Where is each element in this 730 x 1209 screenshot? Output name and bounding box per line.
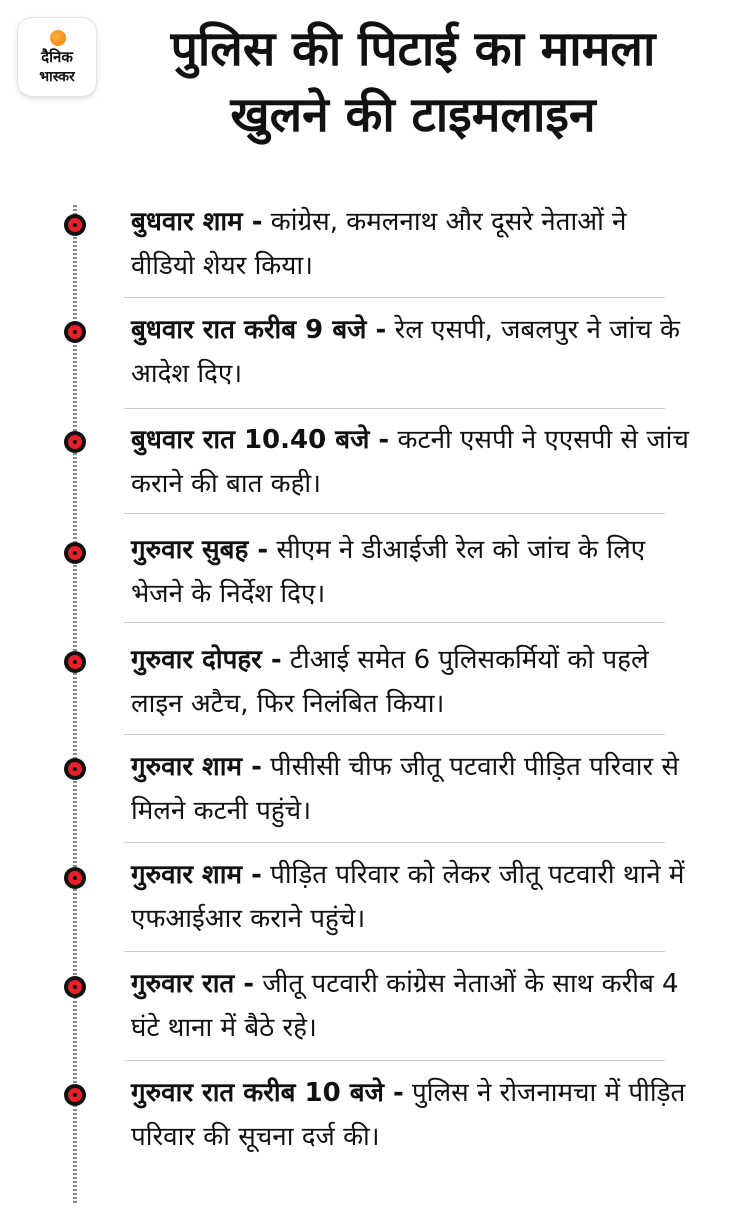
sun-icon — [50, 30, 66, 46]
timeline-divider — [124, 734, 665, 735]
timeline-item — [131, 528, 691, 616]
timeline-item-time: गुरुवार शाम - — [131, 752, 262, 782]
timeline-item-time: बुधवार रात 10.40 बजे - — [131, 425, 390, 455]
timeline-item-text: पीसीसी चीफ जीतू पटवारी पीड़ित परिवार से मिलने कटनी पहुंचे। — [131, 752, 679, 826]
logo-text-line1: दैनिक — [41, 48, 73, 66]
timeline-item-text: टीआई समेत 6 पुलिसकर्मियों को पहले लाइन अटैच, फिर निलंबित किया। — [131, 645, 649, 719]
dainik-bhaskar-logo — [18, 18, 96, 96]
timeline-divider — [124, 297, 665, 298]
timeline-dot-icon — [64, 976, 86, 998]
timeline-item — [131, 962, 691, 1050]
timeline-divider — [124, 622, 665, 623]
timeline-item-text: कांग्रेस, कमलनाथ और दूसरे नेताओं ने वीडियो शेयर किया। — [131, 207, 627, 281]
timeline-item — [131, 1071, 691, 1159]
timeline-item-time: गुरुवार सुबह - — [131, 535, 269, 565]
timeline-dot-icon — [64, 651, 86, 673]
timeline-dot-icon — [64, 214, 86, 236]
timeline-dot-icon — [64, 758, 86, 780]
title-line-2: खुलने की टाइमलाइन — [230, 87, 596, 143]
timeline-item-text: रेल एसपी, जबलपुर ने जांच के आदेश दिए। — [131, 315, 680, 389]
timeline-item-text: कटनी एसपी ने एएसपी से जांच कराने की बात कही। — [131, 425, 689, 499]
timeline-item — [131, 200, 691, 288]
timeline-dot-icon — [64, 1084, 86, 1106]
timeline-item-time: बुधवार शाम - — [131, 207, 263, 237]
timeline-divider — [124, 842, 665, 843]
timeline-divider — [124, 513, 665, 514]
title-line-1: पुलिस की पिटाई का मामला — [170, 21, 656, 77]
timeline-item-text: पीड़ित परिवार को लेकर जीतू पटवारी थाने में एफआईआर कराने पहुंचे। — [131, 860, 685, 934]
timeline-item-time: गुरुवार रात - — [131, 969, 255, 999]
timeline-item — [131, 638, 691, 726]
logo-text-line2: भास्कर — [39, 69, 75, 85]
timeline-item-text: सीएम ने डीआईजी रेल को जांच के लिए भेजने के निर्देश दिए। — [131, 535, 646, 609]
timeline-divider — [124, 951, 665, 952]
timeline-item-time: बुधवार रात करीब 9 बजे - — [131, 315, 387, 345]
timeline-dot-icon — [64, 431, 86, 453]
timeline-dot-icon — [64, 867, 86, 889]
timeline-divider — [124, 1060, 665, 1061]
timeline-item — [131, 745, 691, 833]
timeline-axis — [73, 205, 77, 1205]
timeline-item-time: गुरुवार शाम - — [131, 860, 262, 890]
timeline-divider — [124, 408, 665, 409]
timeline-item-text: जीतू पटवारी कांग्रेस नेताओं के साथ करीब 4 घंटे थाना में बैठे रहे। — [131, 969, 679, 1043]
page-title — [108, 16, 718, 148]
timeline-dot-icon — [64, 321, 86, 343]
timeline-item — [131, 418, 691, 506]
timeline-item — [131, 308, 691, 396]
timeline-dot-icon — [64, 542, 86, 564]
timeline-item-time: गुरुवार दोपहर - — [131, 645, 282, 675]
timeline-item-text: पुलिस ने रोजनामचा में पीड़ित परिवार की सूचना दर्ज की। — [131, 1078, 686, 1152]
timeline-item — [131, 853, 691, 941]
timeline-item-time: गुरुवार रात करीब 10 बजे - — [131, 1078, 404, 1108]
